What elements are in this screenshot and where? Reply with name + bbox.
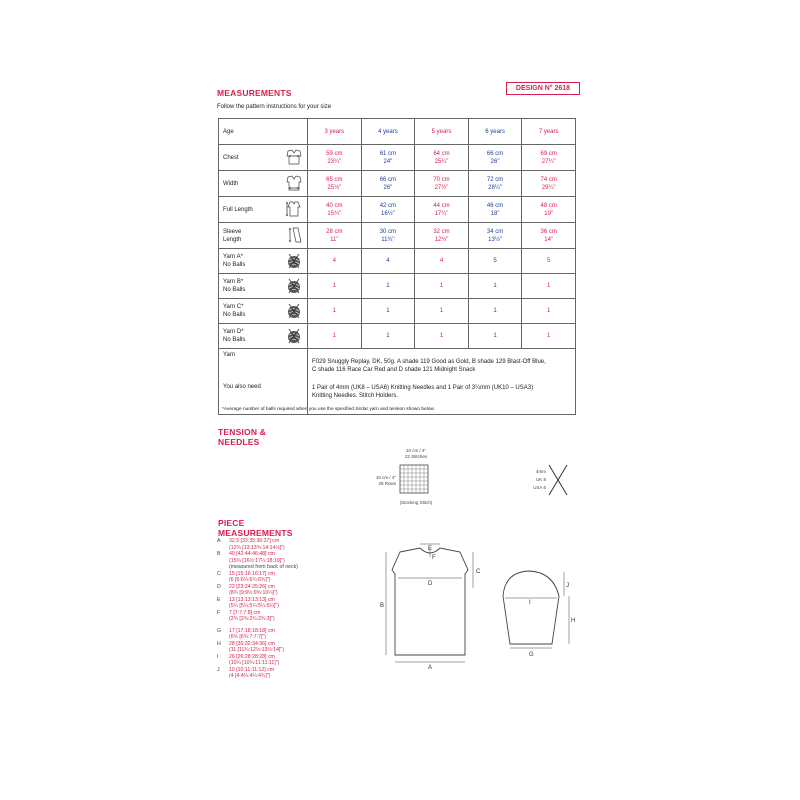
width-row <box>219 171 576 197</box>
full-length-row <box>219 197 576 223</box>
cm-value: 36 cm <box>540 228 557 235</box>
label-d: D <box>428 581 433 587</box>
piece-item <box>217 641 327 654</box>
yarn-label-cell <box>219 274 308 299</box>
tension-height-label <box>360 475 396 486</box>
yarn-details-line1: F029 Snuggly Replay, DK, 50g. A shade 119 Good as Gold, B shade 129 Blast-Off Blue, <box>312 358 546 365</box>
inch-value: 14" <box>544 236 554 243</box>
body-schematic-diagram <box>370 540 490 670</box>
piece-title-line1: PIECE <box>218 518 245 528</box>
balls-cell: 4 <box>415 249 469 274</box>
piece-letter: J <box>217 666 220 673</box>
piece-inch: (10¼ [10¼:11:11:11]") <box>229 660 280 666</box>
sleeve-schematic-diagram <box>495 568 580 660</box>
piece-title-line2: MEASUREMENTS <box>218 528 293 538</box>
cm-value: 32 cm <box>433 228 450 235</box>
cm-value: 65 cm <box>326 176 343 183</box>
inch-value: 28¼" <box>488 184 502 191</box>
balls-label: No Balls <box>223 287 246 293</box>
inch-value: 29¼" <box>541 184 556 191</box>
cm-value: 72 cm <box>486 176 504 183</box>
piece-item <box>217 551 327 571</box>
inch-value: 27½" <box>434 184 449 191</box>
cm-value: 74 cm <box>540 176 557 183</box>
inch-value: 11¾" <box>381 236 395 243</box>
measurement-cell <box>308 197 362 223</box>
tension-height-line1: 10 cm / 4" <box>375 475 396 480</box>
yarn-label: Yarn D* <box>223 329 244 335</box>
inch-value: 19" <box>544 210 554 217</box>
inch-value: 24" <box>383 158 393 165</box>
tension-title-line2: NEEDLES <box>218 437 260 447</box>
piece-item <box>217 538 327 551</box>
balls-cell: 1 <box>522 274 576 299</box>
row-label: Sleeve <box>223 228 242 235</box>
cm-value: 44 cm <box>433 202 450 209</box>
cm-value: 70 cm <box>433 176 450 183</box>
piece-cm: 40 [42:44:46:48] cm <box>229 551 275 557</box>
yarn-label: Yarn B* <box>223 279 244 285</box>
yarn-details-cell <box>308 349 576 383</box>
yarn-details-line2: C shade 116 Race Car Red and D shade 121 Midnight Snack <box>312 366 476 373</box>
balls-cell: 1 <box>522 324 576 349</box>
row-label: Chest <box>223 154 239 161</box>
piece-item <box>217 628 327 641</box>
measurement-cell <box>468 171 522 197</box>
cm-value: 42 cm <box>379 202 397 209</box>
yarn-label: Yarn A* <box>223 254 243 260</box>
age-cell: 7 years <box>522 119 576 145</box>
tension-title-line1: TENSION & <box>218 427 267 437</box>
tension-width-line1: 10 cm / 4" <box>405 448 427 453</box>
piece-letter: C <box>217 570 221 577</box>
also-need-line2: Knitting Needles. Stitch Holders. <box>312 393 399 399</box>
needle-size-usa: USA 6 <box>533 485 546 490</box>
balls-cell: 1 <box>415 274 469 299</box>
yarn-label-cell <box>219 299 308 324</box>
piece-cm: 7 [7:7:7:8] cm <box>229 609 261 616</box>
tension-title <box>218 427 266 447</box>
balls-label: No Balls <box>223 262 246 268</box>
piece-letter: B <box>217 551 221 557</box>
piece-inch: (6¾ [6¾:7:7:7]") <box>229 634 267 640</box>
yarn-label-cell <box>219 249 308 274</box>
measurement-cell <box>415 223 469 249</box>
inch-value: 18" <box>490 210 500 217</box>
piece-cm: 22 [23:24:25:26] cm <box>229 583 275 590</box>
inch-value: 25½" <box>327 184 342 191</box>
measurement-cell <box>468 223 522 249</box>
cm-value: 64 cm <box>433 150 450 157</box>
label-h: H <box>571 618 576 624</box>
measurement-cell <box>308 171 362 197</box>
inch-value: 27¼" <box>541 158 556 165</box>
tension-width-line2: 22 Stitches <box>404 453 428 459</box>
piece-inch: (12¾ [13:13¾:14:14½]") <box>229 544 285 551</box>
full-length-label-cell <box>219 197 308 223</box>
measurement-cell <box>522 223 576 249</box>
balls-cell: 1 <box>415 299 469 324</box>
sleeve-length-label-cell <box>219 223 308 249</box>
piece-cm: 13 [13:13:13:13] cm <box>229 596 275 603</box>
balls-cell: 1 <box>361 299 415 324</box>
tension-caption: (Stocking Stitch) <box>399 500 433 505</box>
width-label-cell <box>219 171 308 197</box>
age-row <box>219 119 576 145</box>
piece-cm: 26 [26:28:28:28] cm <box>229 653 275 660</box>
inch-value: 26" <box>490 158 500 165</box>
needle-size-mm: 4mm <box>536 469 546 474</box>
label-a: A <box>428 665 433 670</box>
piece-inch: (4 [4:4¼:4¼:4¾]") <box>229 673 271 679</box>
yarn-details-row <box>219 349 576 383</box>
cm-value: 66 cm <box>379 176 397 183</box>
chest-icon <box>285 149 303 165</box>
measurement-cell <box>415 145 469 171</box>
piece-item <box>217 610 327 623</box>
tension-height-line2: 28 Rows <box>378 480 396 486</box>
measurement-cell <box>522 171 576 197</box>
measurement-cell <box>468 197 522 223</box>
yarn-details-label: Yarn <box>219 349 308 383</box>
yarn-ball-icon <box>285 303 303 319</box>
piece-cm: 28 [30:32:34:36] cm <box>229 640 275 647</box>
also-need-label: You also need <box>219 382 308 415</box>
measurement-cell <box>415 197 469 223</box>
label-e: E <box>428 546 433 552</box>
inch-value: 11" <box>330 236 339 243</box>
piece-inch: (15¾ [16½:17¼:18:19]") <box>229 557 285 564</box>
piece-measurements-list <box>217 537 327 680</box>
balls-cell: 1 <box>308 299 362 324</box>
label-c: C <box>476 569 481 575</box>
cm-value: 46 cm <box>486 202 504 209</box>
measurement-cell <box>468 145 522 171</box>
cm-value: 61 cm <box>379 150 397 157</box>
sleeve-length-icon <box>285 227 303 243</box>
cm-value: 66 cm <box>486 150 504 157</box>
cm-value: 69 cm <box>540 150 557 157</box>
piece-inch: (2¾ [2¾:2¾:2¾:3]") <box>229 616 275 622</box>
measurement-cell <box>308 223 362 249</box>
inch-value: 17¼" <box>434 210 449 217</box>
inch-value: 16½" <box>380 210 395 217</box>
piece-item <box>217 667 327 680</box>
inch-value: 26" <box>383 184 393 191</box>
age-label: Age <box>219 119 308 145</box>
piece-note: (measured from back of neck) <box>229 564 298 570</box>
balls-label: No Balls <box>223 312 246 318</box>
cm-value: 30 cm <box>379 228 397 235</box>
balls-cell: 1 <box>308 274 362 299</box>
full-length-icon <box>285 201 303 217</box>
measurement-cell <box>415 171 469 197</box>
piece-letter: G <box>217 627 222 634</box>
inch-value: 15¾" <box>327 210 342 217</box>
also-need-line1: 1 Pair of 4mm (UK8 – USA6) Knitting Needles and 1 Pair of 3¼mm (UK10 – USA3) <box>312 385 534 391</box>
piece-cm: 15 [15:16:16:17] cm <box>229 570 275 577</box>
tension-width-label <box>396 448 436 459</box>
yarn-d-row <box>219 324 576 349</box>
needle-size-uk: UK 8 <box>535 477 546 482</box>
piece-cm: 32.5 [33:35:36:37] cm <box>229 538 280 544</box>
yarn-ball-icon <box>285 328 303 344</box>
piece-inch: (8¾ [9:9½:9¾:10¼]") <box>229 590 278 596</box>
piece-item <box>217 584 327 597</box>
piece-inch: (5¼ [5¼:5¼:5¼:5¼]") <box>229 603 280 609</box>
measurements-table <box>218 118 576 415</box>
age-cell: 6 years <box>468 119 522 145</box>
age-cell: 4 years <box>361 119 415 145</box>
piece-cm: 10 [10:11:11:12] cm <box>229 666 275 673</box>
measurements-title: MEASUREMENTS <box>217 88 292 98</box>
balls-cell: 4 <box>308 249 362 274</box>
yarn-b-row <box>219 274 576 299</box>
tension-square-icon <box>398 463 432 497</box>
width-icon <box>285 175 303 191</box>
piece-inch: (11 [11¾:12½:13½:14]") <box>229 647 285 653</box>
cm-value: 34 cm <box>486 228 504 235</box>
piece-measurements-title <box>218 518 293 538</box>
label-b: B <box>380 603 385 609</box>
piece-item <box>217 654 327 667</box>
label-g: G <box>529 652 534 658</box>
balls-cell: 1 <box>308 324 362 349</box>
yarn-label-cell <box>219 324 308 349</box>
yarn-ball-icon <box>285 278 303 294</box>
measurement-cell <box>361 171 415 197</box>
balls-cell: 1 <box>522 299 576 324</box>
label-i: I <box>529 600 531 606</box>
label-j: J <box>566 583 569 589</box>
piece-cm: 17 [17:18:18:18] cm <box>229 627 275 634</box>
piece-letter: H <box>217 640 221 647</box>
label-f: F <box>432 555 436 561</box>
chest-row <box>219 145 576 171</box>
design-number-badge: DESIGN N° 2618 <box>506 82 580 95</box>
inch-value: 12½" <box>434 236 449 243</box>
measurement-cell <box>361 223 415 249</box>
piece-item <box>217 597 327 610</box>
piece-letter: I <box>217 653 219 660</box>
cm-value: 28 cm <box>326 228 343 235</box>
chest-label-cell <box>219 145 308 171</box>
piece-letter: D <box>217 583 221 590</box>
yarn-label: Yarn C* <box>223 304 244 310</box>
age-cell: 5 years <box>415 119 469 145</box>
age-cell: 3 years <box>308 119 362 145</box>
piece-letter: F <box>217 609 221 616</box>
balls-cell: 4 <box>361 249 415 274</box>
measurement-cell <box>522 197 576 223</box>
balls-cell: 5 <box>468 249 522 274</box>
cm-value: 48 cm <box>540 202 557 209</box>
inch-value: 25¼" <box>434 158 449 165</box>
piece-item <box>217 571 327 584</box>
row-label-line2: Length <box>223 236 242 243</box>
measurement-cell <box>361 145 415 171</box>
balls-cell: 1 <box>361 274 415 299</box>
yarn-c-row <box>219 299 576 324</box>
cm-value: 40 cm <box>326 202 343 209</box>
balls-cell: 1 <box>361 324 415 349</box>
footnote: *Average number of balls required when you use the specified Sirdar yarn and tension shown below. <box>222 407 435 412</box>
row-label: Width <box>223 180 239 187</box>
inch-value: 13½" <box>488 236 502 243</box>
balls-cell: 1 <box>415 324 469 349</box>
needles-icon <box>542 463 572 497</box>
measurement-cell <box>522 145 576 171</box>
sleeve-length-row <box>219 223 576 249</box>
piece-letter: E <box>217 596 221 603</box>
piece-letter: A <box>217 538 221 544</box>
yarn-a-row <box>219 249 576 274</box>
cm-value: 59 cm <box>326 150 343 157</box>
balls-cell: 1 <box>468 324 522 349</box>
yarn-ball-icon <box>285 253 303 269</box>
measurement-cell <box>308 145 362 171</box>
balls-cell: 5 <box>522 249 576 274</box>
balls-label: No Balls <box>223 337 246 343</box>
inch-value: 23¼" <box>327 158 342 165</box>
balls-cell: 1 <box>468 299 522 324</box>
piece-inch: (6 [6:6¼:6¼:6¾]") <box>229 577 271 583</box>
row-label: Full Length <box>223 206 253 213</box>
intro-text: Follow the pattern instructions for your size <box>217 104 332 110</box>
needle-sizes <box>528 468 546 492</box>
measurement-cell <box>361 197 415 223</box>
balls-cell: 1 <box>468 274 522 299</box>
